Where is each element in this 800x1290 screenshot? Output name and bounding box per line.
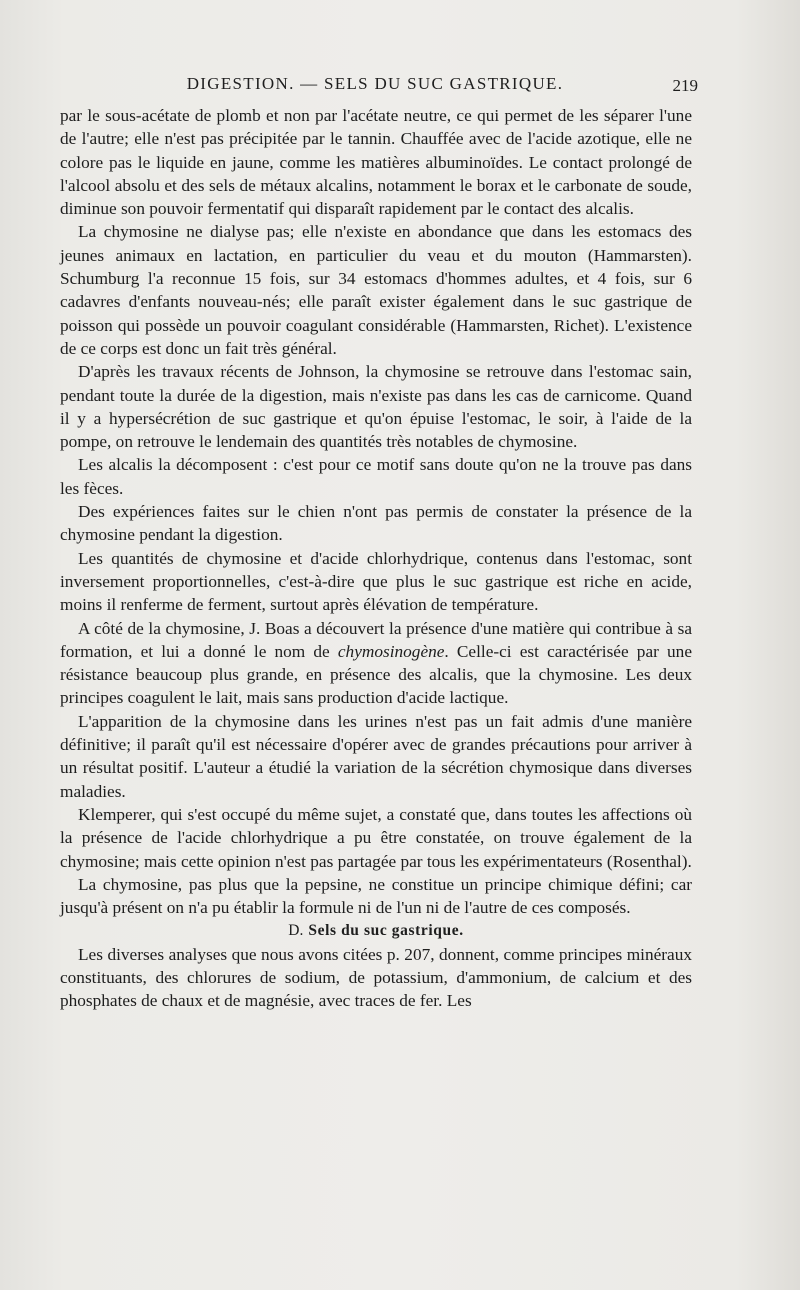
paragraph-2: La chymosine ne dialyse pas; elle n'existe en abondance que dans les estomacs des jeunes animaux en lactation, en particulier du veau et du mouton (Hammarsten). Schumburg l'a reconnue 15 fois, sur 34 estomacs d'hommes adultes, et 4 fois, sur 6 cadavres d'enfants nouveau-nés; elle paraît exister également dans le suc gastrique de poisson qui possède un pouvoir coagulant considérable (Hammarsten, Richet). L'existence de ce corps est donc un fait très général.	[60, 222, 692, 358]
paragraph-8: L'apparition de la chymosine dans les urines n'est pas un fait admis d'une manière définitive; il paraît qu'il est nécessaire d'opérer avec de grandes précautions pour arriver à un résultat positif. L'auteur a étudié la variation de la sécrétion chymosique dans diverses maladies.	[60, 711, 692, 801]
paragraph-11: Les diverses analyses que nous avons citées p. 207, donnent, comme principes minéraux constituants, des chlorures de sodium, de potassium, d'ammonium, de calcium et des phosphates de chaux et de magnésie, avec traces de fer. Les	[60, 944, 692, 1011]
paragraph-3: D'après les travaux récents de Johnson, la chymosine se retrouve dans l'estomac sain, pendant toute la durée de la digestion, mais n'existe pas dans les cas de carnicome. Quand il y a hypersécrétion de suc gastrique et qu'on épuise l'estomac, le soir, à l'aide de la pompe, on retrouve le lendemain des quantités très notables de chymosine.	[60, 362, 692, 452]
paragraph-7	[60, 617, 692, 710]
section-heading	[60, 919, 692, 942]
chymosinogene-term: chymosinogène	[337, 641, 445, 661]
paragraph-9: Klemperer, qui s'est occupé du même sujet, a constaté que, dans toutes les affections où la présence de l'acide chlorhydrique a pu être constatée, on trouve également de la chymosine; mais cette opinion n'est pas partagée par tous les expérimentateurs (Rosenthal).	[60, 804, 692, 871]
paragraph-5: Des expériences faites sur le chien n'ont pas permis de constater la présence de la chymosine pendant la digestion.	[60, 502, 692, 545]
paragraph-10: La chymosine, pas plus que la pepsine, ne constitue un principe chimique défini; car jusqu'à présent on n'a pu établir la formule ni de l'un ni de l'autre de ces composés.	[60, 874, 692, 918]
paragraph-7-end: . Celle-ci est caractérisée par une résistance beaucoup plus grande, en présence des alcalis, que la chymosine. Les deux principes coagulent le lait, mais sans production d'acide lactique.	[60, 641, 692, 708]
paragraph-6: Les quantités de chymosine et d'acide chlorhydrique, contenus dans l'estomac, sont inversement proportionnelles, c'est-à-dire que plus le suc gastrique est riche en acide, moins il renferme de ferment, surtout après élévation de température.	[60, 548, 692, 615]
paragraph-4: Les alcalis la décomposent : c'est pour ce motif sans doute qu'on ne la trouve pas dans les fèces.	[60, 455, 692, 498]
body-text	[60, 104, 692, 1013]
section-letter: D.	[288, 922, 304, 940]
paragraph-1: par le sous-acétate de plomb et non par l'acétate neutre, ce qui permet de les séparer l'une de l'autre; elle n'est pas précipitée par le tannin. Chauffée avec de l'acide azotique, elle ne colore pas le liquide en jaune, comme les matières albuminoïdes. Le contact prolongé de l'alcool absolu et des sels de métaux alcalins, notamment le borax et le carbonate de soude, diminue son pouvoir fermentatif qui disparaît rapidement par le contact des alcalis.	[60, 106, 692, 219]
paragraph-7-start: A côté de la chymosine, J. Boas a découvert la présence d'une matière qui contribue à sa formation, et lui a donné le nom de	[60, 618, 692, 661]
section-title: Sels du suc gastrique.	[308, 922, 464, 940]
running-title: DIGESTION. — SELS DU SUC GASTRIQUE.	[186, 74, 564, 93]
page-number: 219	[672, 76, 698, 95]
page-header	[60, 74, 698, 98]
